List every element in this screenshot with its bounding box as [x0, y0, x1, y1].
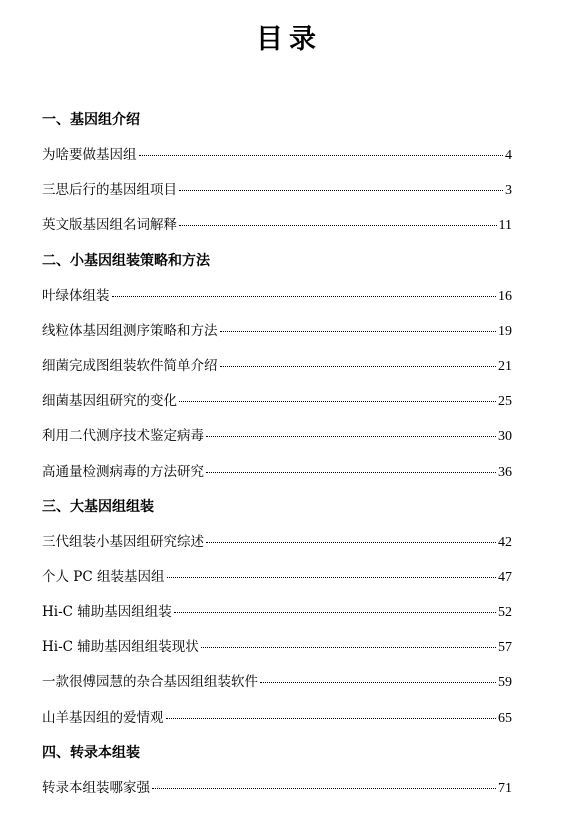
dot-leader — [206, 436, 496, 437]
entry-title: Hi-C 辅助基因组组装现状 — [42, 639, 199, 656]
toc-entry[interactable] — [42, 139, 512, 174]
toc-entry[interactable] — [42, 456, 512, 491]
toc-section — [42, 737, 512, 807]
dot-leader — [167, 577, 497, 578]
dot-leader — [220, 366, 497, 367]
dot-leader — [179, 190, 503, 191]
toc-entry[interactable] — [42, 174, 512, 209]
entry-title: 三思后行的基因组项目 — [42, 182, 177, 199]
toc-section — [42, 245, 512, 491]
section-heading: 二、小基因组装策略和方法 — [42, 252, 210, 269]
toc-entry[interactable] — [42, 561, 512, 596]
entry-title: 个人 PC 组装基因组 — [42, 568, 165, 585]
table-of-contents — [42, 104, 512, 807]
entry-title: 利用二代测序技术鉴定病毒 — [42, 428, 204, 445]
dot-leader — [206, 542, 496, 543]
section-heading: 四、转录本组装 — [42, 744, 140, 761]
toc-section — [42, 491, 512, 737]
toc-entry[interactable] — [42, 315, 512, 350]
entry-page-number: 47 — [498, 569, 512, 585]
dot-leader — [179, 225, 497, 226]
entry-title: 叶绿体组装 — [42, 287, 110, 304]
dot-leader — [220, 331, 497, 332]
dot-leader — [139, 155, 504, 156]
entry-page-number: 59 — [498, 675, 512, 691]
toc-entry[interactable] — [42, 666, 512, 701]
entry-title: 为啥要做基因组 — [42, 147, 137, 163]
toc-entry[interactable] — [42, 772, 512, 807]
entry-page-number: 21 — [498, 358, 512, 374]
entry-page-number: 19 — [498, 323, 512, 339]
dot-leader — [174, 612, 496, 613]
page-title: 目录 — [256, 24, 322, 55]
entry-page-number: 36 — [498, 464, 512, 480]
entry-page-number: 11 — [498, 218, 512, 234]
entry-page-number: 71 — [498, 780, 512, 796]
entry-page-number: 52 — [498, 605, 512, 621]
toc-entry[interactable] — [42, 596, 512, 631]
toc-entry[interactable] — [42, 420, 512, 455]
toc-entry[interactable] — [42, 702, 512, 737]
entry-title: 英文版基因组名词解释 — [42, 217, 177, 234]
entry-title: 线粒体基因组测序策略和方法 — [42, 322, 218, 339]
entry-title: 转录本组装哪家强 — [42, 779, 150, 796]
section-heading: 一、基因组介绍 — [42, 112, 140, 128]
entry-page-number: 30 — [498, 429, 512, 445]
entry-title: 山羊基因组的爱情观 — [42, 709, 164, 726]
toc-entry[interactable] — [42, 526, 512, 561]
entry-title: 一款很傅园慧的杂合基因组组装软件 — [42, 674, 258, 691]
entry-page-number: 25 — [498, 394, 512, 410]
dot-leader — [166, 718, 497, 719]
entry-title: 高通量检测病毒的方法研究 — [42, 463, 204, 480]
entry-page-number: 57 — [498, 640, 512, 656]
dot-leader — [260, 682, 496, 683]
entry-page-number: 16 — [498, 288, 512, 304]
toc-entry[interactable] — [42, 280, 512, 315]
toc-entry[interactable] — [42, 209, 512, 244]
dot-leader — [112, 296, 497, 297]
toc-section — [42, 104, 512, 245]
entry-title: 三代组装小基因组研究综述 — [42, 533, 204, 550]
dot-leader — [179, 401, 496, 402]
entry-page-number: 42 — [498, 534, 512, 550]
toc-entry[interactable] — [42, 631, 512, 666]
section-heading: 三、大基因组组装 — [42, 498, 154, 515]
dot-leader — [201, 647, 496, 648]
entry-page-number: 4 — [505, 148, 512, 163]
entry-page-number: 65 — [498, 710, 512, 726]
entry-title: 细菌完成图组装软件简单介绍 — [42, 357, 218, 374]
entry-page-number: 3 — [505, 183, 512, 199]
dot-leader — [206, 472, 496, 473]
toc-entry[interactable] — [42, 350, 512, 385]
entry-title: Hi-C 辅助基因组组装 — [42, 604, 172, 621]
entry-title: 细菌基因组研究的变化 — [42, 393, 177, 410]
toc-entry[interactable] — [42, 385, 512, 420]
dot-leader — [152, 788, 496, 789]
